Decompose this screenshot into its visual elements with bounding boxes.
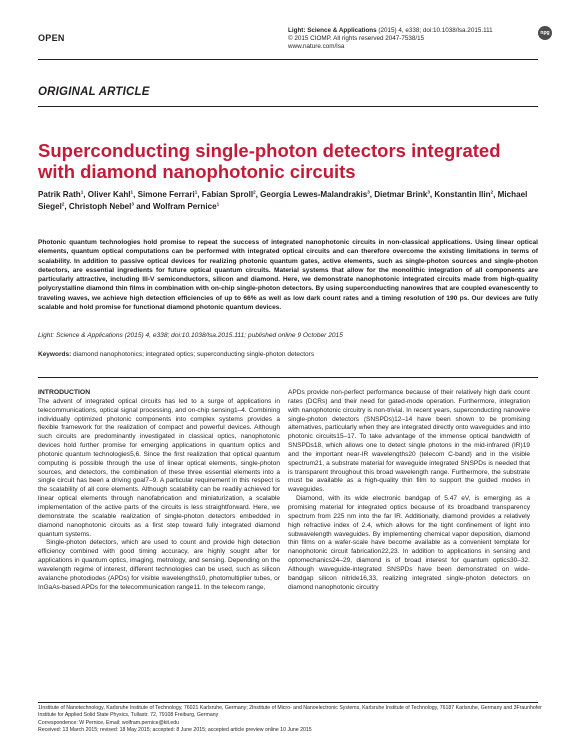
author-name: Michael Siegel [38, 190, 528, 211]
journal-info [288, 27, 528, 51]
article-type-divider [38, 106, 538, 107]
header-divider [38, 59, 538, 60]
author-name: Wolfram Pernice [152, 201, 217, 211]
author-name: Fabian Sproll [201, 190, 254, 199]
author-name: Simone Ferrari [137, 190, 195, 199]
author-name: Georgia Lewes-Malandrakis [260, 190, 368, 199]
open-access-label: OPEN [38, 33, 65, 43]
footnote-divider [38, 702, 538, 703]
article-citation: Light: Science & Applications (2015) 4, e338; doi:10.1038/lsa.2015.111; published online 9 October 2015 [38, 332, 343, 339]
section-heading-introduction: INTRODUCTION [38, 389, 91, 396]
publisher-logo: npg [538, 26, 552, 40]
keywords-label: Keywords: [38, 351, 72, 358]
author-affiliation: 1 [194, 189, 198, 195]
author-affiliation: 2 [61, 200, 65, 206]
correspondence: Correspondence: W Pernice, Email: wolfram.pernice@kit.edu [38, 719, 180, 726]
article-type: ORIGINAL ARTICLE [38, 86, 150, 98]
paragraph: The advent of integrated optical circuits has led to a surge of applications in telecommunications, optical signal processing, and on-chip sensing1–4. Combining individually optimized photonic components into complex systems provides a flexible framework for the realization of compact and powerful devices. Although such circuits are predominantly investigated in classical optics, nanophotonic devices hold further promise for emerging applications in quantum optics and photonic quantum technologies5,6. Since the first realization that optical quantum computing is possible through the use of linear optical elements, single-photon sources, and detectors, the combination of these three essential elements into a single circuit has been a driving goal7–9. A particular requirement in this respect is the scalability of all core elements. Although scalability can be readily achieved for linear optical elements through nanofabrication and miniaturization, a scalable implementation of the active parts of the circuits is less straightforward. Here, we demonstrate the scalable realization of single-photon detectors embedded in diamond nanophotonic circuits as a first step toward fully integrated diamond quantum systems. [38, 397, 280, 538]
journal-citation-line: Light: Science & Applications (2015) 4, e338; doi:10.1038/lsa.2015.111 [288, 27, 493, 34]
abstract: Photonic quantum technologies hold promise to repeat the success of integrated nanophotonic circuits in non-classical applications. Using linear optical elements, quantum optical computations can be performed with integrated optical circuits and can therefore overcome the existing limitations in terms of scalability. In addition to passive optical devices for realizing photonic quantum gates, active elements, such as single-photon sources and single-photon detectors, are essential ingredients for future optical quantum circuits. Material systems that allow for the monolithic integration of all components are particularly attractive, including III-V semiconductors, silicon and diamond. Here, we demonstrate nanophotonic integrated circuits made from high-quality polycrystalline diamond thin films in combination with on-chip single-photon detectors. By using superconducting nanowires that are coupled evanescently to traveling waves, we achieve high detection efficiencies of up to 66% as well as low dark count rates and a timing resolution of 190 ps. Our devices are fully scalable and hold promise for functional diamond photonic quantum devices. [38, 239, 538, 312]
author-affiliation: 1 [130, 189, 134, 195]
author-list: Patrik Rath$^1$, Oliver Kahl$^1$, Simone Ferrari$^1$, Fabian Sproll$^2$, Georgia Lewes-Malandrakis$^3$, Dietmar Brink$^3$, Konstantin Ilin$^2$, Michael Siegel$^2$, Christoph Nebel$^3$ and Wolfram Pernice$^1$ [38, 189, 528, 211]
author-name: Christoph Nebel [68, 201, 132, 211]
author-name: Patrik Rath [38, 190, 81, 199]
author-affiliation: 2 [253, 189, 256, 195]
body-column-right [288, 389, 530, 592]
footnotes [38, 705, 548, 734]
affiliations: 1Institute of Nanotechnology, Karlsruhe Institute of Technology, 76021 Karlsruhe, Germany; 2Institute of Micro- and Nanoelectronic Systems, Karlsruhe Institute of Technology, 76187 Karlsruhe, Germany and 3Fraunhofer Institute for Applied Solid State Physics, Tullastr. 72, 79108 Freiburg, Germany [38, 705, 542, 719]
author-affiliation: 2 [490, 189, 494, 195]
author-affiliation: 1 [80, 189, 84, 195]
journal-url[interactable]: www.nature.com/lsa [288, 43, 345, 50]
paragraph: APDs provide non-perfect performance because of their relatively high dark count rates (DCRs) and their need for gated-mode operation. Furthermore, integration with nanophotonic circuitry is non-trivial. In recent years, superconducting nanowire single-photon detectors (SNSPDs)12–14 have been shown to be promising alternatives, particularly when they are integrated directly onto waveguides and into photonic circuits15–17. To take advantage of the immense optical bandwidth of SNSPDs18, which allows one to detect single photons in the mid-infrared (IR)19 and the important near-IR wavelengths20 (telecom C-band) and in the visible spectrum21, a substrate material for waveguide integrated SNSPDs is needed that is transparent throughout this broad wavelength range. Furthermore, the substrate must be available as a high-quality thin film to support the guided modes in waveguides. [288, 389, 530, 494]
author-affiliation: 1 [216, 200, 220, 206]
paragraph: Diamond, with its wide electronic bandgap of 5.47 eV, is emerging as a promising material for integrated optics because of its broadband transparency spectrum from 225 nm into the far IR. Additionally, diamond provides a relatively high refractive index of 2.4, which allows for the tight confinement of light into subwavelength waveguides. By implementing chemical vapor deposition, diamond thin films on a wafer-scale have become available as a convenient template for nanophotonic circuit fabrication22,23. In addition to applications in sensing and optomechanics24–29, diamond is of broad interest for quantum optics30–32. Although waveguide-integrated SNSPDs have been demonstrated on wide-bandgap silicon nitride16,33, realizing integrated single-photon detectors on diamond nanophotonic circuitry [288, 495, 530, 591]
body-column-left [38, 389, 280, 592]
paragraph: Single-photon detectors, which are used to count and provide high detection efficiency combined with good timing accuracy, are highly sought after for applications in quantum optics, imaging, metrology, and sensing. Depending on the wavelength regime of interest, different technologies can be used, such as silicon avalanche photodiodes (APDs) for visible wavelengths10, photomultiplier tubes, or InGaAs-based APDs for the telecommunication range11. In the telecom range, [38, 539, 280, 591]
author-name: Dietmar Brink [374, 190, 428, 199]
keywords [38, 351, 538, 358]
keywords-list: diamond nanophotonics; integrated optics; superconducting single-photon detectors [73, 351, 315, 358]
author-name: Konstantin Ilin [434, 190, 491, 199]
author-affiliation: 3 [367, 189, 370, 195]
section-divider [38, 377, 538, 378]
article-title: Superconducting single-photon detectors integrated with diamond nanophotonic circuits [38, 140, 501, 182]
article-dates: Received: 13 March 2015; revised: 18 May 2015; accepted: 8 June 2015; accepted article preview online 10 June 2015 [38, 726, 312, 733]
author-name: Oliver Kahl [87, 190, 131, 199]
author-affiliation: 3 [131, 200, 134, 206]
copyright-line: © 2015 CIOMP. All rights reserved 2047-7538/15 [288, 35, 425, 42]
author-affiliation: 3 [427, 189, 430, 195]
